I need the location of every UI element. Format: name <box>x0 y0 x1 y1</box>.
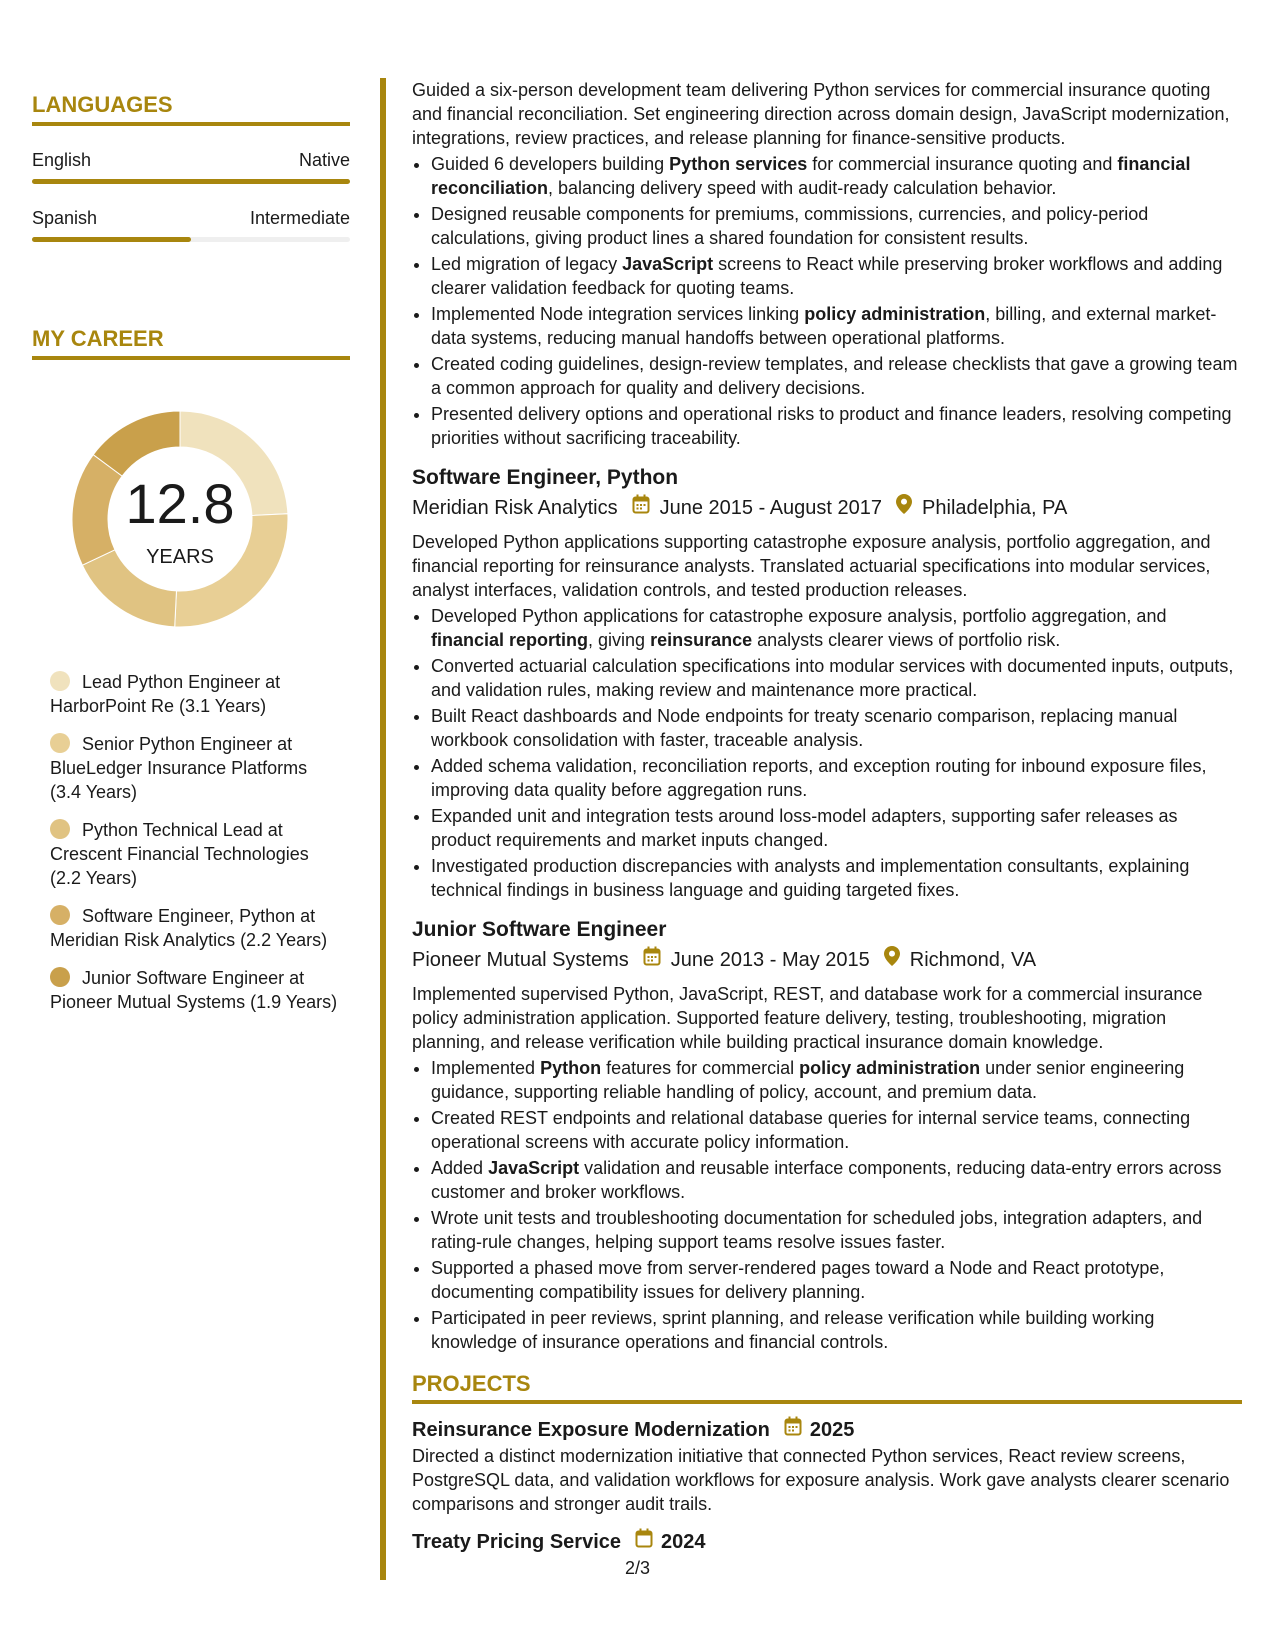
legend-label: Python Technical Lead at Crescent Financial Technologies (2.2 Years) <box>50 820 309 888</box>
legend-dot-icon <box>50 671 70 691</box>
bullet-item: • Designed reusable components for premiums, commissions, currencies, and policy-period calculations, giving product lines a shared foundation for consistent results. <box>431 202 1242 250</box>
legend-item <box>50 670 340 718</box>
bullet-item: • Led migration of legacy JavaScript screens to React while preserving broker workflows and adding clearer validation feedback for quoting teams. <box>431 252 1242 300</box>
calendar-icon <box>643 946 661 974</box>
project-title-row <box>412 1528 1242 1556</box>
bullet-item: • Added schema validation, reconciliation reports, and exception routing for inbound exposure files, improving data quality before aggregation runs. <box>431 754 1242 802</box>
career-heading: MY CAREER <box>32 326 350 360</box>
legend-item <box>50 966 340 1014</box>
language-item <box>32 208 350 242</box>
language-level: Intermediate <box>249 208 350 228</box>
calendar-icon <box>635 1528 653 1556</box>
job-bullets <box>412 604 1242 902</box>
bullet-item: • Added JavaScript validation and reusable interface components, reducing data-entry errors across customer and broker workflows. <box>431 1156 1242 1204</box>
language-level: Native <box>298 150 350 170</box>
role-summary: Guided a six-person development team delivering Python services for commercial insurance quoting and financial reconciliation. Set engineering direction across domain design, JavaScript modernization, integrations, review practices, and release planning for finance-sensitive products. <box>412 80 1230 148</box>
role-bullets <box>412 152 1242 450</box>
legend-label: Junior Software Engineer at Pioneer Mutual Systems (1.9 Years) <box>50 968 338 1012</box>
location-pin-icon <box>896 494 912 522</box>
project-entry <box>412 1416 1242 1516</box>
job-meta <box>412 946 1242 974</box>
legend-item <box>50 904 340 952</box>
bullet-item: • Created REST endpoints and relational database queries for internal service teams, connecting operational screens with accurate policy information. <box>431 1106 1242 1154</box>
job-entry <box>412 916 1242 1354</box>
language-bar-fill <box>32 237 191 242</box>
job-dates: June 2015 - August 2017 <box>659 497 883 519</box>
bullet-item: • Participated in peer reviews, sprint planning, and release verification while building working knowledge of insurance operations and financial controls. <box>431 1306 1242 1354</box>
job-summary: Developed Python applications supporting catastrophe exposure analysis, portfolio aggregation, and financial reporting for reinsurance analysts. Translated actuarial specifications into modular services, analyst interfaces, validation controls, and tested production releases. <box>412 532 1211 600</box>
legend-label: Senior Python Engineer at BlueLedger Insurance Platforms (3.4 Years) <box>50 734 308 802</box>
languages-heading: LANGUAGES <box>32 92 350 126</box>
bullet-item: • Converted actuarial calculation specifications into modular services with documented inputs, outputs, and validation rules, making review and maintenance more practical. <box>431 654 1242 702</box>
bullet-item: • Guided 6 developers building Python services for commercial insurance quoting and financial reconciliation, balancing delivery speed with audit-ready calculation behavior. <box>431 152 1242 200</box>
project-description: Directed a distinct modernization initiative that connected Python services, React review screens, PostgreSQL data, and validation workflows for exposure analysis. Work gave analysts clearer scenario comparisons and stronger audit trails. <box>412 1446 1230 1514</box>
bullet-item: • Expanded unit and integration tests around loss-model adapters, supporting safer releases as product requirements and market inputs changed. <box>431 804 1242 852</box>
bullet-item: • Implemented Python features for commercial policy administration under senior engineering guidance, supporting reliable handling of policy, account, and premium data. <box>431 1056 1242 1104</box>
location-pin-icon <box>884 946 900 974</box>
main-content <box>412 78 1242 1556</box>
job-company: Meridian Risk Analytics <box>412 497 618 519</box>
legend-dot-icon <box>50 905 70 925</box>
language-bar <box>32 237 350 242</box>
job-title: Software Engineer, Python <box>412 466 679 489</box>
language-item <box>32 150 350 184</box>
bullet-item: • Developed Python applications for catastrophe exposure analysis, portfolio aggregation, and financial reporting, giving reinsurance analysts clearer views of portfolio risk. <box>431 604 1242 652</box>
page-number: 2/3 <box>624 1558 651 1578</box>
total-years-value: 12.8 <box>125 472 235 535</box>
column-divider <box>380 78 386 1580</box>
calendar-icon <box>784 1416 802 1444</box>
project-title-row <box>412 1416 1242 1444</box>
job-company: Pioneer Mutual Systems <box>412 949 629 971</box>
language-bar-fill <box>32 179 350 184</box>
job-title: Junior Software Engineer <box>412 918 667 941</box>
bullet-item: • Supported a phased move from server-rendered pages toward a Node and React prototype, documenting compatibility issues for delivery planning. <box>431 1256 1242 1304</box>
job-dates: June 2013 - May 2015 <box>670 949 870 971</box>
legend-item <box>50 732 340 804</box>
legend-label: Lead Python Engineer at HarborPoint Re (3.1 Years) <box>50 672 281 716</box>
legend-dot-icon <box>50 967 70 987</box>
bullet-item: • Wrote unit tests and troubleshooting documentation for scheduled jobs, integration adapters, and rating-rule changes, helping support teams resolve issues faster. <box>431 1206 1242 1254</box>
job-bullets <box>412 1056 1242 1354</box>
project-entry <box>412 1528 1242 1556</box>
projects-heading: PROJECTS <box>412 1372 1242 1404</box>
bullet-item: • Implemented Node integration services linking policy administration, billing, and external market-data systems, reducing manual handoffs between operational platforms. <box>431 302 1242 350</box>
total-years-label: YEARS <box>146 546 214 568</box>
legend-label: Software Engineer, Python at Meridian Risk Analytics (2.2 Years) <box>50 906 328 950</box>
calendar-icon <box>632 494 650 522</box>
career-donut-chart <box>65 404 295 634</box>
legend-dot-icon <box>50 819 70 839</box>
job-summary: Implemented supervised Python, JavaScript, REST, and database work for a commercial insurance policy administration application. Supported feature delivery, testing, troubleshooting, migration planning, and release verification while building practical insurance domain knowledge. <box>412 984 1203 1052</box>
job-meta <box>412 494 1242 522</box>
bullet-item: • Presented delivery options and operational risks to product and finance leaders, resolving competing priorities without sacrificing traceability. <box>431 402 1242 450</box>
job-location: Richmond, VA <box>909 949 1037 971</box>
job-entry <box>412 464 1242 902</box>
legend-item <box>50 818 340 890</box>
language-name: English <box>32 150 92 170</box>
language-name: Spanish <box>32 208 98 228</box>
project-year: 2025 <box>809 1419 855 1441</box>
bullet-item: • Investigated production discrepancies with analysts and implementation consultants, explaining technical findings in business language and guiding targeted fixes. <box>431 854 1242 902</box>
career-legend <box>50 670 340 1014</box>
legend-dot-icon <box>50 733 70 753</box>
project-title: Reinsurance Exposure Modernization <box>412 1419 770 1441</box>
sidebar <box>32 92 350 1028</box>
job-location: Philadelphia, PA <box>922 497 1068 519</box>
bullet-item: • Built React dashboards and Node endpoints for treaty scenario comparison, replacing manual workbook consolidation with faster, traceable analysis. <box>431 704 1242 752</box>
language-bar <box>32 179 350 184</box>
bullet-item: • Created coding guidelines, design-review templates, and release checklists that gave a growing team a common approach for quality and delivery decisions. <box>431 352 1242 400</box>
project-title: Treaty Pricing Service <box>412 1531 622 1553</box>
project-year: 2024 <box>661 1531 706 1553</box>
